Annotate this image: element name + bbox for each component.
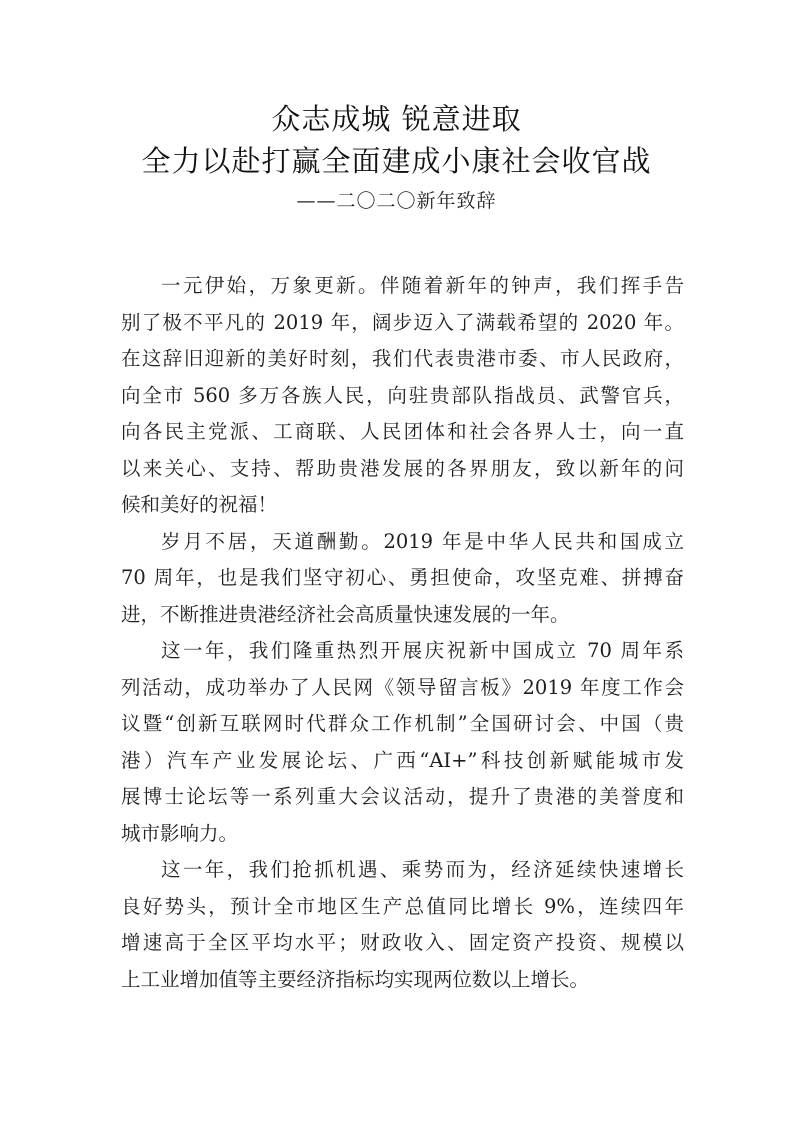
text-line: 向各民主党派、工商联、人民团体和社会各界人士，向一直 <box>121 420 684 443</box>
text-line: 这一年，我们隆重热烈开展庆祝新中国成立 70 周年系 <box>161 639 684 662</box>
text-line: 以来关心、支持、帮助贵港发展的各界朋友，致以新年的问 <box>121 456 684 480</box>
text-line: 候和美好的祝福！ <box>121 493 278 516</box>
paragraph-3 <box>121 633 684 852</box>
text-line: 这一年，我们抢抓机遇、乘势而为，经济延续快速增长 <box>161 858 684 881</box>
text-line: 议暨“创新互联网时代群众工作机制”全国研讨会、中国（贵 <box>121 712 684 735</box>
text-line: 一元伊始，万象更新。伴随着新年的钟声，我们挥手告 <box>161 274 684 297</box>
text-line: 列活动，成功举办了人民网《领导留言板》2019 年度工作会 <box>121 675 684 699</box>
text-line: 展博士论坛等一系列重大会议活动，提升了贵港的美誉度和 <box>121 785 684 808</box>
paragraph-2 <box>121 524 684 634</box>
text-line: 岁月不居，天道酬勤。2019 年是中华人民共和国成立 <box>161 529 684 553</box>
title-line-2: 全力以赴打赢全面建成小康社会收官战 <box>141 144 652 178</box>
text-line: 向全市 560 多万各族人民，向驻贵部队指战员、武警官兵， <box>121 383 684 407</box>
text-line: 港）汽车产业发展论坛、广西“AI+”科技创新赋能城市发 <box>121 748 684 772</box>
paragraph-1 <box>121 268 684 524</box>
text-line: 进，不断推进贵港经济社会高质量快速发展的一年。 <box>121 602 570 626</box>
text-line: 70 周年，也是我们坚守初心、勇担使命，攻坚克难、拼搏奋 <box>121 566 684 589</box>
text-line: 别了极不平凡的 2019 年，阔步迈入了满载希望的 2020 年。 <box>121 310 684 334</box>
title-line-1: 众志成城 锐意进取 <box>271 102 522 136</box>
text-line: 良好势头，预计全市地区生产总值同比增长 9%，连续四年 <box>121 894 684 918</box>
text-line: 增速高于全区平均水平；财政收入、固定资产投资、规模以 <box>121 931 684 954</box>
text-line: 城市影响力。 <box>121 821 239 845</box>
body-text <box>121 268 684 998</box>
paragraph-4 <box>121 852 684 998</box>
text-line: 在这辞旧迎新的美好时刻，我们代表贵港市委、市人民政府， <box>121 347 684 370</box>
subtitle: ——二〇二〇新年致辞 <box>296 190 497 212</box>
text-line: 上工业增加值等主要经济指标均实现两位数以上增长。 <box>121 967 590 991</box>
